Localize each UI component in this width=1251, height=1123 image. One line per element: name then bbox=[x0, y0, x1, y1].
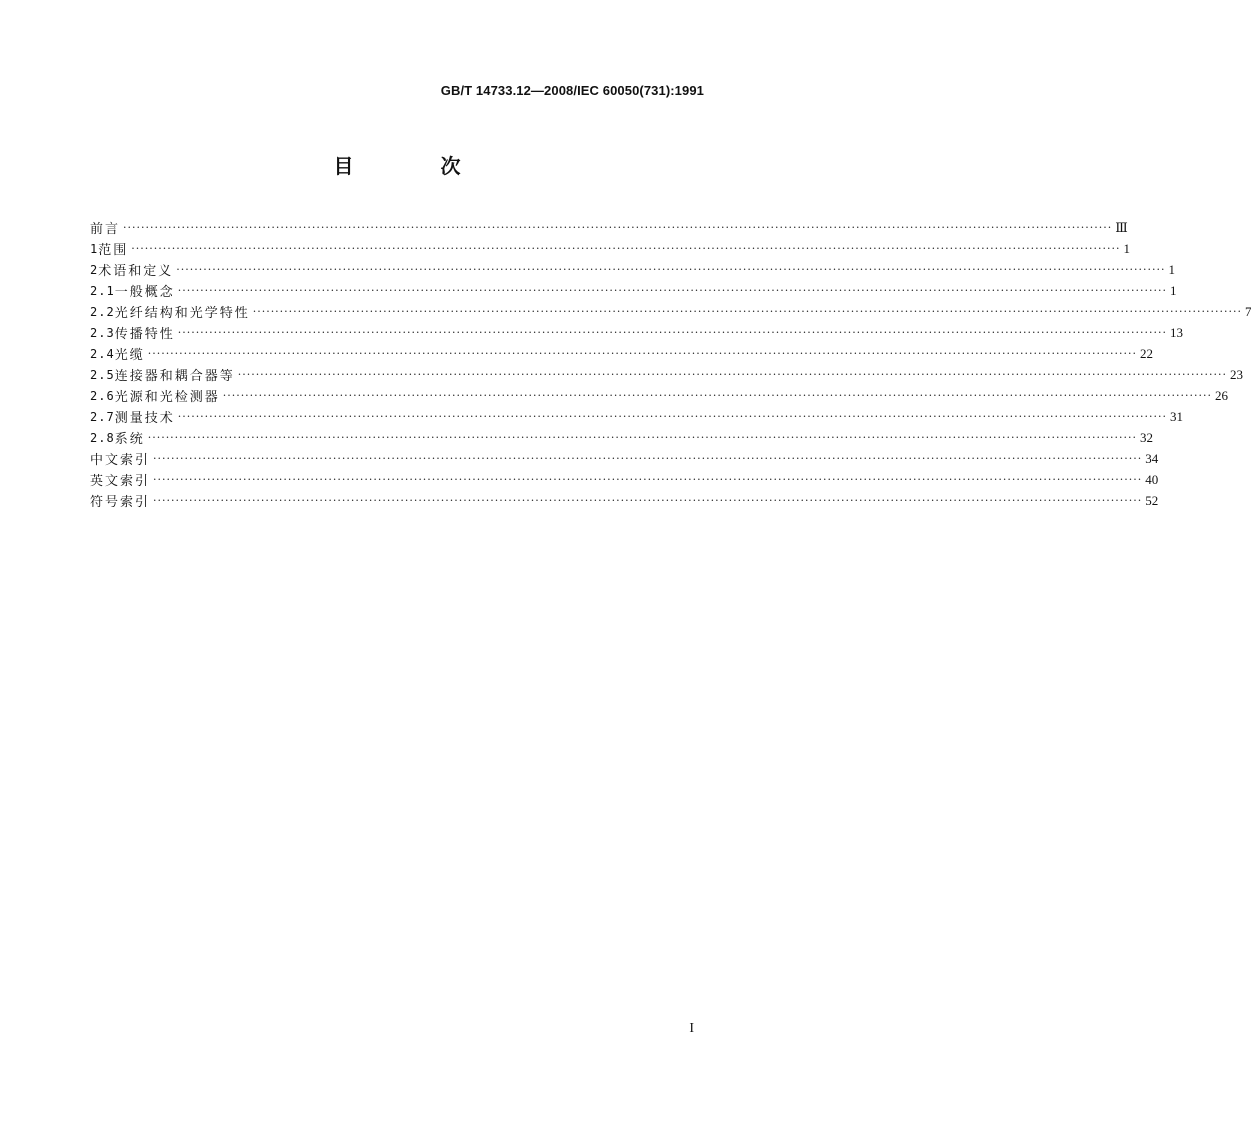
toc-entry-page: 7 bbox=[1244, 303, 1251, 319]
toc-entry-page: 22 bbox=[1139, 345, 1153, 361]
toc-entry-label: 前言 bbox=[90, 222, 121, 237]
toc-entry-page: 1 bbox=[1123, 240, 1130, 256]
toc-dot-leader: ···························································································································································································································· bbox=[222, 389, 1212, 402]
toc-entry-page: 40 bbox=[1145, 471, 1159, 487]
toc-dot-leader: ···························································································································································································································· bbox=[252, 305, 1242, 318]
toc-entry[interactable] bbox=[90, 238, 1130, 259]
toc-entry-number: 2.5 bbox=[90, 367, 115, 382]
toc-entry-label: 范围 bbox=[98, 243, 129, 258]
toc-entry-page: 13 bbox=[1169, 324, 1183, 340]
toc-dot-leader: ···························································································································································································································· bbox=[177, 284, 1167, 297]
toc-dot-leader: ···························································································································································································································· bbox=[153, 494, 1143, 507]
toc-entry[interactable] bbox=[90, 343, 1153, 364]
toc-entry[interactable] bbox=[90, 364, 1243, 385]
toc-entry-page: 34 bbox=[1145, 450, 1159, 466]
toc-entry[interactable] bbox=[90, 448, 1159, 469]
toc-entry-number: 2.7 bbox=[90, 409, 115, 424]
toc-entry-label: 光纤结构和光学特性 bbox=[114, 306, 250, 321]
toc-title: 目 次 bbox=[333, 154, 501, 178]
toc-entry-label: 光源和光检测器 bbox=[114, 390, 220, 405]
toc-entry-label: 符号索引 bbox=[90, 495, 151, 510]
toc-dot-leader: ···························································································································································································································· bbox=[237, 368, 1227, 381]
toc-entry-label: 术语和定义 bbox=[98, 264, 174, 279]
toc-dot-leader: ···························································································································································································································· bbox=[131, 242, 1121, 255]
toc-dot-leader: ···························································································································································································································· bbox=[147, 431, 1137, 444]
toc-entry-page: 26 bbox=[1214, 387, 1228, 403]
toc-entry-number: 2.3 bbox=[90, 325, 115, 340]
toc-entry[interactable] bbox=[90, 385, 1228, 406]
page-number: I bbox=[689, 1021, 694, 1036]
toc-entry-number: 2 bbox=[90, 262, 99, 277]
toc-entry[interactable] bbox=[90, 280, 1177, 301]
toc-dot-leader: ···························································································································································································································· bbox=[177, 326, 1167, 339]
toc-entry[interactable] bbox=[90, 259, 1175, 280]
toc-entry-page: 1 bbox=[1168, 261, 1175, 277]
toc-entry[interactable] bbox=[90, 322, 1183, 343]
table-of-contents bbox=[90, 217, 1251, 511]
toc-entry-page: Ⅲ bbox=[1115, 219, 1128, 235]
toc-entry-number: 2.6 bbox=[90, 388, 115, 403]
toc-dot-leader: ···························································································································································································································· bbox=[177, 410, 1167, 423]
toc-entry-page: 31 bbox=[1169, 408, 1183, 424]
toc-entry[interactable] bbox=[90, 301, 1251, 322]
toc-entry-label: 传播特性 bbox=[114, 327, 175, 342]
toc-entry-number: 2.2 bbox=[90, 304, 115, 319]
toc-entry-page: 52 bbox=[1145, 492, 1159, 508]
toc-dot-leader: ···························································································································································································································· bbox=[176, 263, 1166, 276]
toc-entry-page: 32 bbox=[1139, 429, 1153, 445]
toc-entry-label: 一般概念 bbox=[114, 285, 175, 300]
document-code: GB/T 14733.12—2008/IEC 60050(731):1991 bbox=[440, 83, 704, 98]
toc-entry-label: 测量技术 bbox=[114, 411, 175, 426]
toc-entry-label: 系统 bbox=[114, 432, 145, 447]
toc-entry[interactable] bbox=[90, 490, 1159, 511]
toc-entry-label: 光缆 bbox=[114, 348, 145, 363]
toc-entry-page: 1 bbox=[1169, 282, 1177, 298]
toc-entry-number: 1 bbox=[90, 241, 99, 256]
toc-entry-number: 2.1 bbox=[90, 283, 115, 298]
toc-entry-label: 英文索引 bbox=[90, 474, 151, 489]
toc-dot-leader: ···························································································································································································································· bbox=[153, 452, 1143, 465]
toc-entry-number: 2.4 bbox=[90, 346, 115, 361]
toc-entry[interactable] bbox=[90, 427, 1153, 448]
toc-dot-leader: ···························································································································································································································· bbox=[147, 347, 1137, 360]
toc-entry[interactable] bbox=[90, 217, 1128, 238]
toc-entry-page: 23 bbox=[1229, 366, 1243, 382]
toc-entry[interactable] bbox=[90, 469, 1159, 490]
toc-dot-leader: ···························································································································································································································· bbox=[123, 221, 1113, 234]
toc-entry[interactable] bbox=[90, 406, 1183, 427]
toc-entry-label: 连接器和耦合器等 bbox=[114, 369, 235, 384]
toc-entry-label: 中文索引 bbox=[90, 453, 151, 468]
toc-dot-leader: ···························································································································································································································· bbox=[153, 473, 1143, 486]
toc-entry-number: 2.8 bbox=[90, 430, 115, 445]
